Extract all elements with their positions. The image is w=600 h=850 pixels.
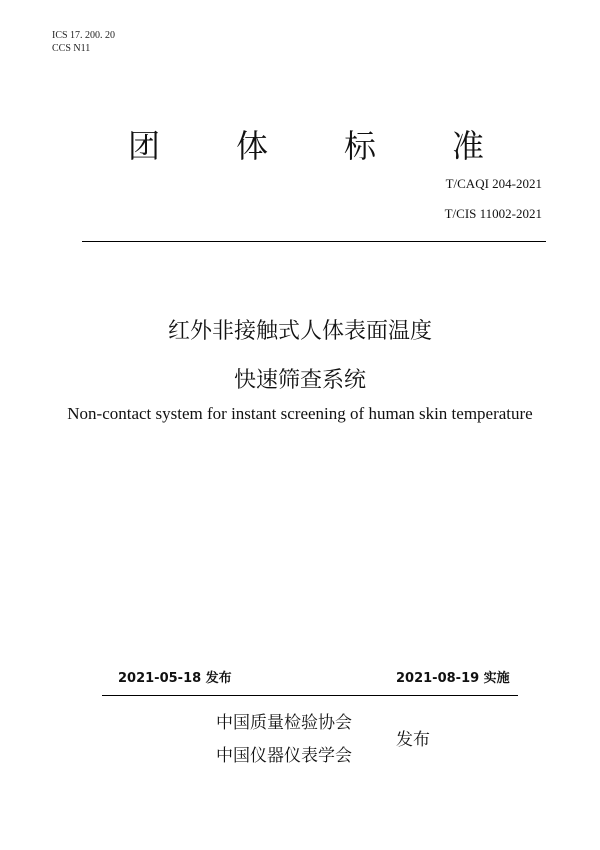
title-cn-line1: 红外非接触式人体表面温度 xyxy=(167,319,432,344)
ccs-code: CCS N11 xyxy=(52,43,91,54)
ics-code: ICS 17. 200. 20 xyxy=(52,30,116,41)
header-divider xyxy=(82,241,546,242)
release-label: 发布 xyxy=(396,730,430,750)
standard-type-char-4: 准 xyxy=(452,127,485,165)
standard-type-heading xyxy=(0,126,600,166)
publish-date: 2021-05-18 发布 xyxy=(118,671,232,686)
standard-type-char-3: 标 xyxy=(344,127,377,165)
issuer-org-2: 中国仪器仪表学会 xyxy=(216,746,352,766)
title-cn-line2: 快速筛查系统 xyxy=(233,368,366,393)
issuer-org-1: 中国质量检验协会 xyxy=(216,713,352,733)
standard-number-primary: T/CAQI 204-2021 xyxy=(445,176,542,191)
standard-number-secondary: T/CIS 11002-2021 xyxy=(444,206,542,221)
footer-divider xyxy=(102,695,518,696)
title-en: Non-contact system for instant screening of human skin temperature xyxy=(67,404,533,423)
standard-type-char-1: 团 xyxy=(128,127,161,165)
standard-type-char-2: 体 xyxy=(236,127,269,165)
implement-date: 2021-08-19 实施 xyxy=(396,671,510,686)
